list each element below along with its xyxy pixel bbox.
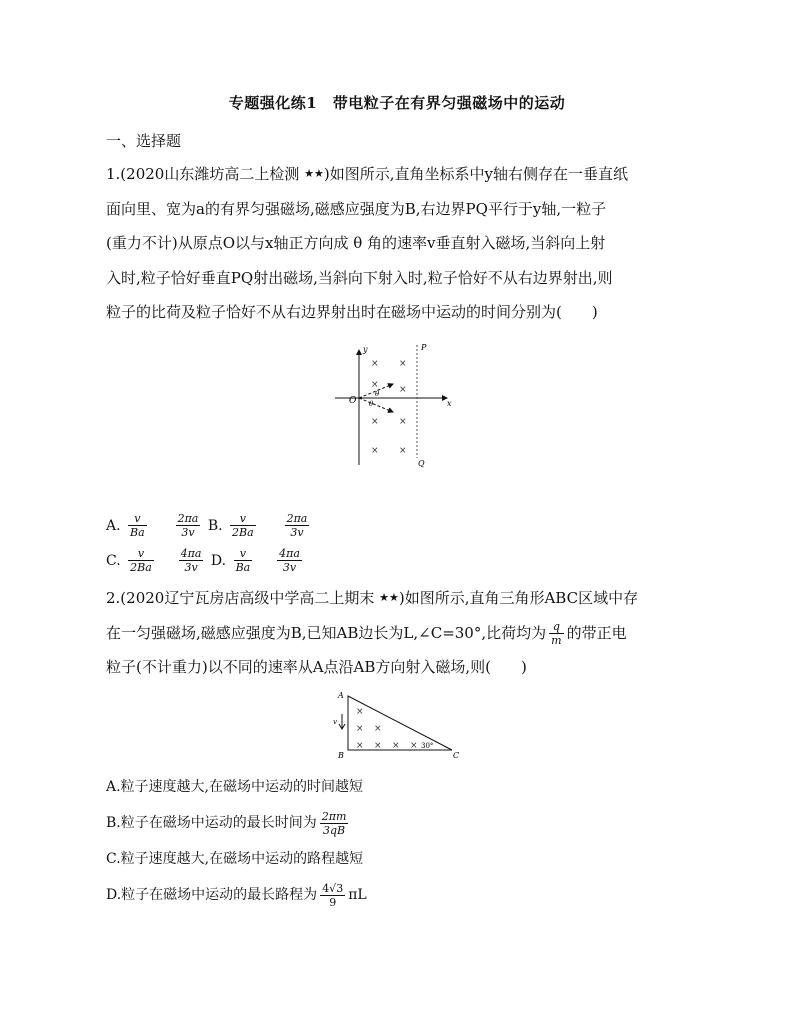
q1-options-row-1 (106, 512, 312, 539)
option-b[interactable]: B. $\frac{v}{2Ba}$ $\frac{2\pi a}{3v}$ (207, 512, 308, 539)
difficulty-stars-icon: ★★ (379, 591, 399, 604)
q2-option-d[interactable]: D.粒子在磁场中运动的最长路程为 $\frac{4√3}{9}$ πL (106, 881, 367, 909)
field-mark: × (399, 359, 407, 369)
section-heading: 一、选择题 (106, 132, 182, 150)
question-1-text (106, 157, 716, 330)
field-mark: × (392, 741, 400, 751)
option-a[interactable]: A. $\frac{v}{Ba}$ $\frac{2\pi a}{3v}$ (106, 512, 199, 539)
field-mark: × (371, 359, 379, 369)
label-y: y (363, 345, 368, 354)
label-b: B (338, 751, 344, 760)
label-v: v (333, 718, 337, 726)
label-angle: 30° (421, 742, 434, 750)
q1-line-4: 入时,粒子恰好垂直PQ射出磁场,当斜向下射入时,粒子恰好不从右边界射出,则 (106, 268, 613, 287)
q1-options-row-2 (106, 547, 305, 574)
field-mark: × (371, 446, 379, 456)
field-mark: × (399, 417, 407, 427)
q1-line-3: (重力不计)从原点O以与x轴正方向成 θ 角的速率v垂直射入磁场,当斜向上射 (106, 234, 606, 252)
option-c[interactable]: C. $\frac{v}{2Ba}$ $\frac{4\pi a}{3v}$ (106, 547, 202, 574)
field-mark: × (374, 741, 382, 751)
difficulty-stars-icon: ★★ (304, 167, 324, 180)
field-mark: × (356, 707, 364, 717)
field-mark: × (356, 724, 364, 734)
question-2-text (106, 581, 716, 685)
triangle-abc (348, 696, 452, 750)
label-x: x (447, 399, 452, 408)
q2-line-3: 粒子(不计重力)以不同的速率从A点沿AB方向射入磁场,则( ) (106, 658, 527, 676)
q1-line-2: 面向里、宽为a的有界匀强磁场,磁感应强度为B,右边界PQ平行于y轴,一粒子 (106, 199, 607, 218)
q2-option-c[interactable]: C.粒子速度越大,在磁场中运动的路程越短 (106, 851, 364, 867)
label-theta-up: θ (375, 390, 380, 398)
q1-line-1: 1.(2020山东潍坊高二上检测 ★★)如图所示,直角坐标系中y轴右侧存在一垂直纸 (106, 165, 628, 183)
q2-line-2: 在一匀强磁场,磁感应强度为B,已知AB边长为L,∠C=30°,比荷均为 $\frac{q}{m}$ 的带正电 (106, 620, 627, 647)
q2-figure (330, 688, 462, 760)
label-q: Q (418, 459, 425, 468)
q1-line-5: 粒子的比荷及粒子恰好不从右边界射出时在磁场中运动的时间分别为( ) (106, 303, 598, 321)
field-mark: × (374, 724, 382, 734)
page-title: 专题强化练1 带电粒子在有界匀强磁场中的运动 (228, 94, 566, 112)
label-theta-down: θ (369, 400, 374, 408)
label-p: P (421, 343, 427, 352)
q2-option-a[interactable]: A.粒子速度越大,在磁场中运动的时间越短 (106, 779, 364, 795)
label-a: A (338, 691, 344, 700)
label-c: C (453, 751, 460, 760)
velocity-down-arrow (359, 398, 393, 412)
field-mark: × (399, 446, 407, 456)
q1-figure (315, 340, 455, 475)
q2-line-1: 2.(2020辽宁瓦房店高级中学高二上期末 ★★)如图所示,直角三角形ABC区域中存 (106, 589, 639, 607)
field-mark: × (371, 380, 379, 390)
label-o: O (349, 396, 357, 406)
field-mark: × (410, 741, 418, 751)
field-mark: × (356, 741, 364, 751)
q2-option-b[interactable]: B.粒子在磁场中运动的最长时间为 $\frac{2\pi m}{3qB}$ (106, 809, 347, 837)
field-mark: × (399, 385, 407, 395)
field-marks (356, 707, 418, 751)
option-d[interactable]: D. $\frac{v}{Ba}$ $\frac{4\pi a}{3v}$ (210, 547, 300, 574)
field-marks (371, 359, 407, 456)
field-mark: × (371, 417, 379, 427)
